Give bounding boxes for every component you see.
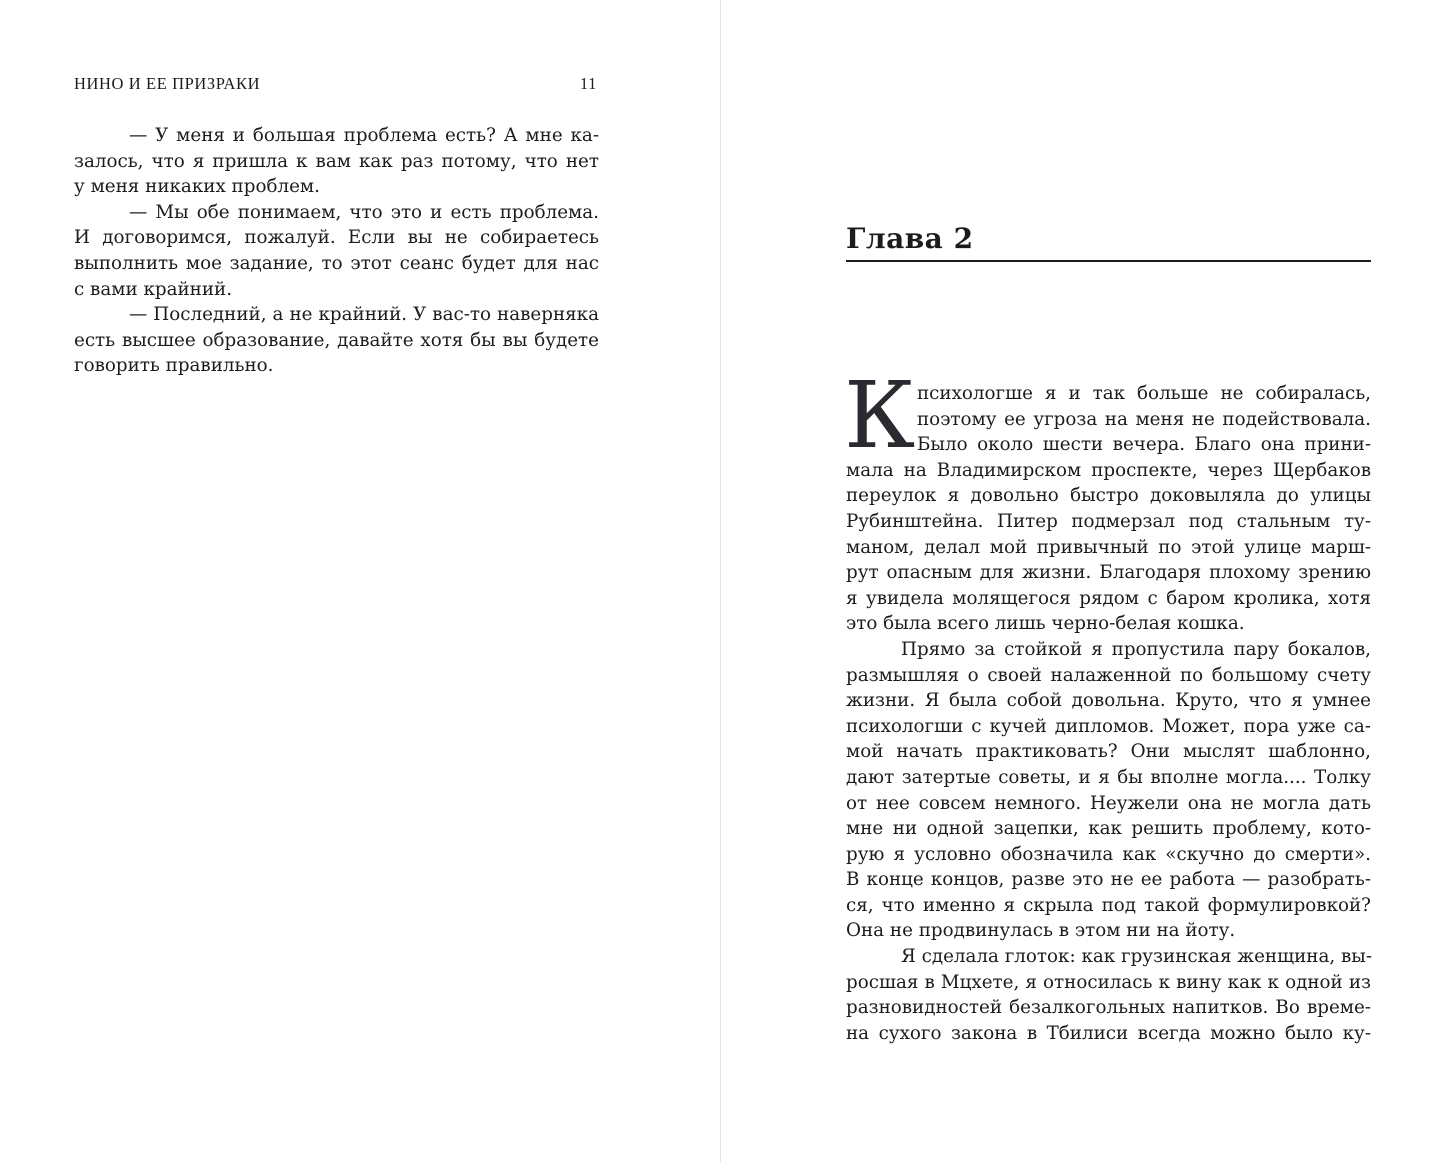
page-gutter	[720, 0, 721, 1163]
text-line: залось, что я пришла к вам как раз потому, что нет	[74, 150, 599, 172]
chapter-rule	[846, 260, 1371, 262]
text-line: переулок я довольно быстро доковыляла до улицы	[846, 485, 1371, 507]
text-line: с вами крайний.	[74, 278, 233, 300]
text-line: размышляя о своей налаженной по большому счету	[846, 664, 1371, 686]
running-head	[74, 74, 599, 94]
text-line: Рубинштейна. Питер подмерзал под стальным ту-	[846, 510, 1371, 532]
text-line: — У меня и большая проблема есть? А мне ка-	[129, 125, 599, 146]
text-line: мой начать практиковать? Они мыслят шаблонно,	[846, 741, 1371, 763]
text-line: говорить правильно.	[74, 355, 274, 377]
text-line: Прямо за стойкой я пропустила пару бокалов,	[901, 638, 1371, 660]
right-page	[846, 0, 1371, 1163]
text-line: я увидела молящегося рядом с баром кролика, хотя	[846, 587, 1371, 609]
text-line: у меня никаких проблем.	[74, 176, 320, 198]
text-line: ся, что именно я скрыла под такой формулировкой?	[846, 894, 1371, 916]
text-line: росшая в Мцхете, я относилась к вину как к одной из	[846, 971, 1371, 993]
text-line: Было около шести вечера. Благо она прини-	[917, 434, 1371, 456]
text-line: дают затертые советы, и я бы вполне могла.... Толку	[846, 766, 1371, 788]
text-line: это была всего лишь черно-белая кошка.	[846, 613, 1245, 635]
right-body-text	[846, 381, 1371, 1046]
text-line: мне ни одной зацепки, как решить проблему, кото-	[846, 818, 1371, 840]
text-line: жизни. Я была собой довольна. Круто, что я умнее	[846, 690, 1371, 712]
text-line: мала на Владимирском проспекте, через Щербаков	[846, 459, 1371, 481]
text-line: рут опасным для жизни. Благодаря плохому зрению	[846, 562, 1371, 584]
text-line: маном, делал мой привычный по этой улице марш-	[846, 536, 1371, 558]
text-line: психологше я и так больше не собиралась,	[917, 383, 1371, 404]
left-body-text	[74, 123, 599, 379]
text-line: Она не продвинулась в этом ни на йоту.	[846, 920, 1236, 942]
text-line: разновидностей безалкогольных напитков. Во време-	[846, 997, 1371, 1019]
text-line: В конце концов, разве это не ее работа — разобрать-	[846, 869, 1371, 891]
text-line: И договоримся, пожалуй. Если вы не собираетесь	[74, 227, 599, 249]
text-line: — Последний, а не крайний. У вас-то наверняка	[129, 304, 599, 326]
left-page	[74, 0, 599, 1163]
book-title-header: НИНО И ЕЕ ПРИЗРАКИ	[74, 74, 261, 93]
text-line: выполнить мое задание, то этот сеанс будет для нас	[74, 252, 599, 274]
text-line: на сухого закона в Тбилиси всегда можно было ку-	[846, 1022, 1371, 1044]
text-line: — Мы обе понимаем, что это и есть проблема.	[129, 201, 599, 223]
page-number: 11	[579, 74, 597, 93]
text-line: Я сделала глоток: как грузинская женщина, вы-	[901, 946, 1373, 968]
chapter-title: Глава 2	[846, 222, 974, 255]
text-line: от нее совсем немного. Неужели она не могла дать	[846, 792, 1371, 814]
text-line: есть высшее образование, давайте хотя бы вы будете	[74, 329, 599, 351]
text-line: психологши с кучей дипломов. Может, пора уже са-	[846, 715, 1371, 737]
text-line: поэтому ее угроза на меня не подействовала.	[917, 408, 1371, 430]
drop-cap: К	[844, 362, 916, 469]
text-line: рую я условно обозначила как «скучно до смерти».	[846, 843, 1371, 865]
